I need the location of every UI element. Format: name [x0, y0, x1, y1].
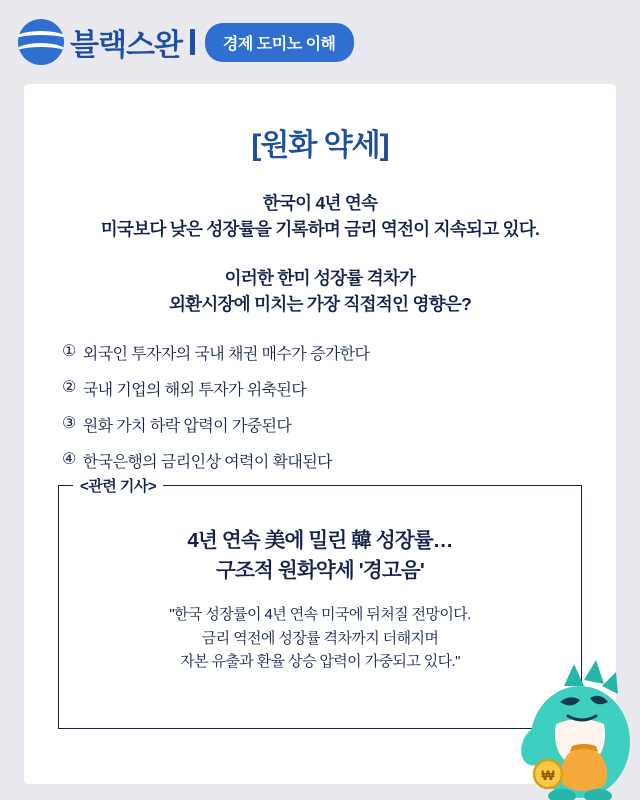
- question-line-2: 외환시장에 미치는 가장 직접적인 영향은?: [168, 293, 472, 314]
- related-article-legend: <관련 기사>: [73, 475, 163, 496]
- lead-line-2: 미국보다 낮은 성장률을 기록하며 금리 역전이 지속되고 있다.: [100, 219, 540, 240]
- choice-option-1[interactable]: [62, 341, 582, 364]
- choice-option-3[interactable]: [62, 413, 582, 436]
- wave-icon: [18, 19, 64, 65]
- article-headline-line-1: 4년 연속 美에 밀린 韓 성장률…: [187, 529, 453, 552]
- brand-name: 블랙스완: [70, 29, 182, 62]
- page-title: [원화 약세]: [251, 129, 389, 162]
- header-divider: [190, 29, 195, 55]
- article-headline: [83, 526, 557, 585]
- choice-list: [58, 341, 582, 472]
- choice-option-4[interactable]: [62, 449, 582, 472]
- choice-number-3: ③: [62, 415, 76, 432]
- article-headline-line-2: 구조적 원화약세 '경고음': [216, 558, 424, 582]
- question-line-1: 이러한 한미 성장률 격차가: [224, 267, 416, 288]
- lead-line-1: 한국이 4년 연속: [262, 193, 378, 213]
- choice-label-4: 한국은행의 금리인상 여력이 확대된다: [82, 454, 332, 471]
- header-category-pill: 경제 도미노 이해: [205, 23, 354, 62]
- lead-paragraph: [58, 190, 582, 243]
- article-body-line-3: 자본 유출과 환율 상승 압력이 가중되고 있다.": [180, 652, 460, 670]
- choice-number-2: ②: [62, 379, 76, 396]
- page-header: [0, 0, 640, 84]
- choice-number-4: ④: [62, 451, 76, 468]
- brand-logo[interactable]: [18, 19, 182, 65]
- blackswan-dino-mascot: [456, 650, 634, 800]
- svg-text:₩: ₩: [541, 767, 555, 783]
- choice-option-2[interactable]: [62, 377, 582, 400]
- choice-label-3: 원화 가치 하락 압력이 가중된다: [82, 418, 292, 435]
- choice-label-1: 외국인 투자자의 국내 채권 매수가 증가한다: [82, 346, 370, 363]
- article-body-line-2: 금리 역전에 성장률 격차까지 더해지며: [201, 629, 439, 647]
- choice-number-1: ①: [62, 343, 76, 360]
- article-body-line-1: "한국 성장률이 4년 연속 미국에 뒤처질 전망이다.: [169, 606, 471, 624]
- question-paragraph: [58, 265, 582, 318]
- choice-label-2: 국내 기업의 해외 투자가 위축된다: [82, 382, 307, 399]
